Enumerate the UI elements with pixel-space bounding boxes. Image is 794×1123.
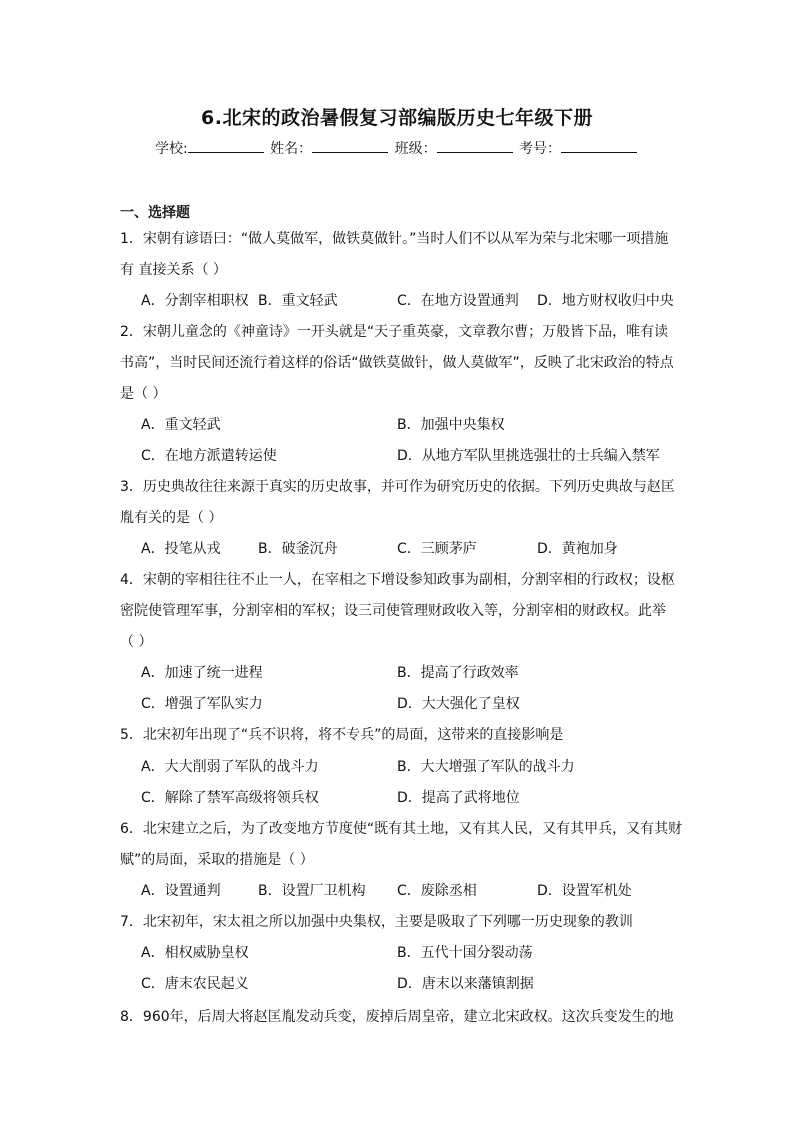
class-label: 班级： <box>394 141 437 157</box>
question-1-option-b[interactable]: B．重文轻武 <box>258 293 338 309</box>
question-5-option-d[interactable]: D．提高了武将地位 <box>397 790 520 806</box>
question-2-line-2: 书高”，当时民间还流行着这样的俗话“做铁莫做针，做人莫做军”，反映了北宋政治的特点 <box>120 355 674 371</box>
exam-number-blank[interactable] <box>561 140 637 153</box>
question-1-line-1: 1．宋朝有谚语曰：“做人莫做军，做铁莫做针。”当时人们不以从军为荣与北宋哪一项措施 <box>120 231 669 247</box>
question-6-option-d[interactable]: D．设置军机处 <box>537 883 632 899</box>
question-2-option-a[interactable]: A．重文轻武 <box>141 417 221 433</box>
question-7-option-a[interactable]: A．相权威胁皇权 <box>141 945 249 961</box>
question-4-line-1: 4．宋朝的宰相往往不止一人，在宰相之下增设参知政事为副相，分割宰相的行政权；设枢 <box>120 572 675 588</box>
question-4-option-d[interactable]: D．大大强化了皇权 <box>397 696 520 712</box>
question-2-line-1: 2．宋朝儿童念的《神童诗》一开头就是“天子重英豪，文章教尔曹；万般皆下品，唯有读 <box>120 324 669 340</box>
student-info-row <box>0 138 794 158</box>
question-6-line-2: 赋”的局面，采取的措施是（ ） <box>120 852 314 868</box>
question-6-option-c[interactable]: C．废除丞相 <box>397 883 477 899</box>
question-3-option-a[interactable]: A．投笔从戎 <box>141 541 221 557</box>
question-4-line-2: 密院使管理军事，分割宰相的军权；设三司使管理财政收入等，分割宰相的财政权。此举 <box>120 603 666 619</box>
question-1-option-a[interactable]: A．分割宰相职权 <box>141 293 249 309</box>
question-4-option-b[interactable]: B．提高了行政效率 <box>397 665 519 681</box>
class-blank[interactable] <box>437 140 513 153</box>
school-label: 学校: <box>154 141 188 157</box>
exam-number-label: 考号： <box>519 141 562 157</box>
question-3-line-1: 3．历史典故往往来源于真实的历史故事，并可作为研究历史的依据。下列历史典故与赵匡 <box>120 479 675 495</box>
question-6-option-b[interactable]: B．设置厂卫机构 <box>258 883 366 899</box>
question-6-line-1: 6．北宋建立之后，为了改变地方节度使“既有其土地，又有其人民，又有其甲兵，又有其财 <box>120 821 683 837</box>
question-2-option-d[interactable]: D．从地方军队里挑选强壮的士兵编入禁军 <box>397 448 660 464</box>
question-5-option-a[interactable]: A．大大削弱了军队的战斗力 <box>141 759 319 775</box>
question-4-line-3: （ ） <box>120 634 153 650</box>
question-2-line-3: 是（ ） <box>120 386 167 402</box>
question-2-option-c[interactable]: C．在地方派遣转运使 <box>141 448 277 464</box>
question-6-option-a[interactable]: A．设置通判 <box>141 883 221 899</box>
question-1-option-c[interactable]: C．在地方设置通判 <box>397 293 519 309</box>
question-2-option-b[interactable]: B．加强中央集权 <box>397 417 505 433</box>
question-8-line-1: 8．960年，后周大将赵匡胤发动兵变，废掉后周皇帝，建立北宋政权。这次兵变发生的地 <box>120 1009 674 1025</box>
question-7-line-1: 7．北宋初年，宋太祖之所以加强中央集权，主要是吸取了下列哪一历史现象的教训 <box>120 914 633 930</box>
question-7-option-c[interactable]: C．唐末农民起义 <box>141 976 249 992</box>
name-label: 姓名： <box>270 141 313 157</box>
school-blank[interactable] <box>188 140 264 153</box>
question-1-option-d[interactable]: D．地方财权收归中央 <box>537 293 674 309</box>
question-3-option-b[interactable]: B．破釜沉舟 <box>258 541 338 557</box>
question-5-option-b[interactable]: B．大大增强了军队的战斗力 <box>397 759 575 775</box>
question-1-line-2: 有 直接关系（ ） <box>120 262 227 278</box>
question-4-option-a[interactable]: A．加速了统一进程 <box>141 665 263 681</box>
question-7-option-d[interactable]: D．唐末以来藩镇割据 <box>397 976 534 992</box>
section-heading: 一、选择题 <box>120 205 190 221</box>
question-3-option-c[interactable]: C．三顾茅庐 <box>397 541 477 557</box>
question-7-option-b[interactable]: B．五代十国分裂动荡 <box>397 945 533 961</box>
question-3-option-d[interactable]: D．黄袍加身 <box>537 541 618 557</box>
question-5-line-1: 5．北宋初年出现了“兵不识将，将不专兵”的局面，这带来的直接影响是 <box>120 727 564 743</box>
question-5-option-c[interactable]: C．解除了禁军高级将领兵权 <box>141 790 319 806</box>
page-title: 6.北宋的政治暑假复习部编版历史七年级下册 <box>201 107 593 129</box>
question-4-option-c[interactable]: C．增强了军队实力 <box>141 696 263 712</box>
question-3-line-2: 胤有关的是（ ） <box>120 510 223 526</box>
name-blank[interactable] <box>312 140 388 153</box>
